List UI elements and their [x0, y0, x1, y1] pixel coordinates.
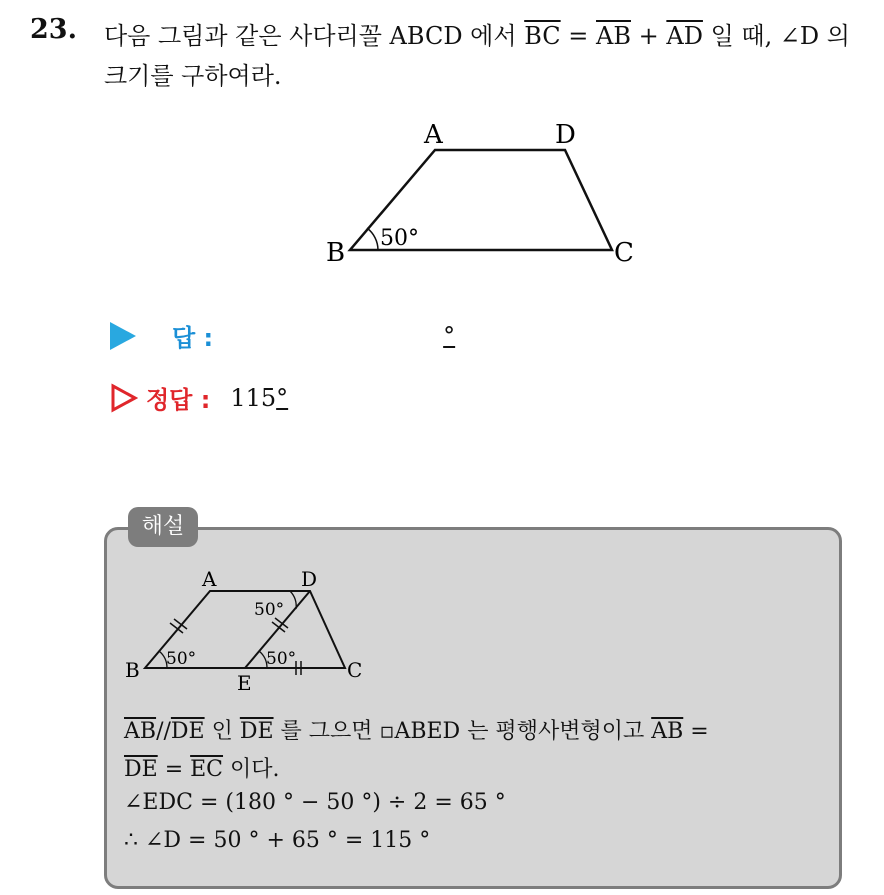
explanation-line-3: ∠EDC = (180 ° − 50 °) ÷ 2 = 65 °	[124, 790, 506, 815]
segment-bc: $\overline{BC}$	[524, 22, 561, 50]
answer-label: 답 :	[172, 324, 214, 352]
angle-d-arc-small	[290, 591, 296, 609]
parallel-sign: //	[156, 719, 171, 744]
correct-answer-unit: °	[276, 383, 289, 412]
question-text	[104, 16, 874, 96]
exp-seg-ab: $\overline{AB}$	[124, 719, 157, 744]
play-triangle-icon	[110, 322, 136, 350]
exp-vertex-a: A	[202, 567, 217, 591]
exp-vertex-c: C	[347, 658, 363, 682]
answer-input[interactable]	[213, 321, 443, 351]
segment-ab: $\overline{AB}$	[596, 22, 631, 50]
vertex-c-label: C	[614, 238, 634, 268]
exp-vertex-b: B	[125, 658, 140, 682]
correct-answer-value: 115	[230, 383, 277, 412]
exp-line1-mid: 인	[204, 719, 240, 744]
exp-seg-ab-2: $\overline{AB}$	[651, 719, 684, 744]
segment-ad: $\overline{AD}$	[666, 22, 703, 50]
exp-seg-de-3: $\overline{DE}$	[124, 757, 158, 782]
plus-sign: +	[630, 22, 667, 50]
angle-b-arc	[367, 228, 378, 250]
exp-vertex-e: E	[237, 671, 252, 695]
correct-answer-label: 정답 :	[146, 386, 211, 414]
exp-vertex-d: D	[301, 567, 318, 591]
trapezoid-figure	[320, 115, 650, 275]
equals-sign: =	[560, 22, 597, 50]
vertex-d-label: D	[555, 120, 576, 150]
correct-answer-row	[110, 380, 288, 415]
exp-line1-eq: =	[683, 719, 709, 744]
explanation-tab: 해설	[128, 507, 198, 547]
explanation-line-1	[124, 714, 709, 745]
angle-b-label: 50°	[380, 226, 419, 251]
question-number: 23.	[30, 14, 77, 45]
explanation-figure	[120, 565, 380, 695]
exp-line2-tail: 이다.	[223, 757, 280, 782]
exp-angle-d: 50°	[254, 600, 285, 620]
exp-seg-de-2: $\overline{DE}$	[239, 719, 274, 744]
exp-line2-eq: =	[157, 757, 191, 782]
question-text-part2: 일 때, ∠D 의	[702, 22, 850, 50]
vertex-b-label: B	[326, 238, 346, 268]
answer-row	[110, 318, 455, 353]
outline-triangle-icon	[110, 383, 138, 413]
question-text-line2: 크기를 구하여라.	[104, 62, 282, 90]
exp-seg-ec: $\overline{EC}$	[190, 757, 224, 782]
vertex-a-label: A	[424, 120, 443, 150]
exp-angle-b: 50°	[166, 649, 197, 669]
explanation-line-2	[124, 752, 280, 783]
exp-line1-tail: 를 그으면 ▫ABED 는 평행사변형이고	[273, 719, 652, 744]
exp-angle-e: 50°	[266, 649, 297, 669]
exp-seg-de: $\overline{DE}$	[170, 719, 205, 744]
answer-unit: °	[443, 321, 456, 350]
explanation-line-4: ∴ ∠D = 50 ° + 65 ° = 115 °	[124, 828, 431, 853]
question-text-part1: 다음 그림과 같은 사다리꼴 ABCD 에서	[104, 22, 525, 50]
